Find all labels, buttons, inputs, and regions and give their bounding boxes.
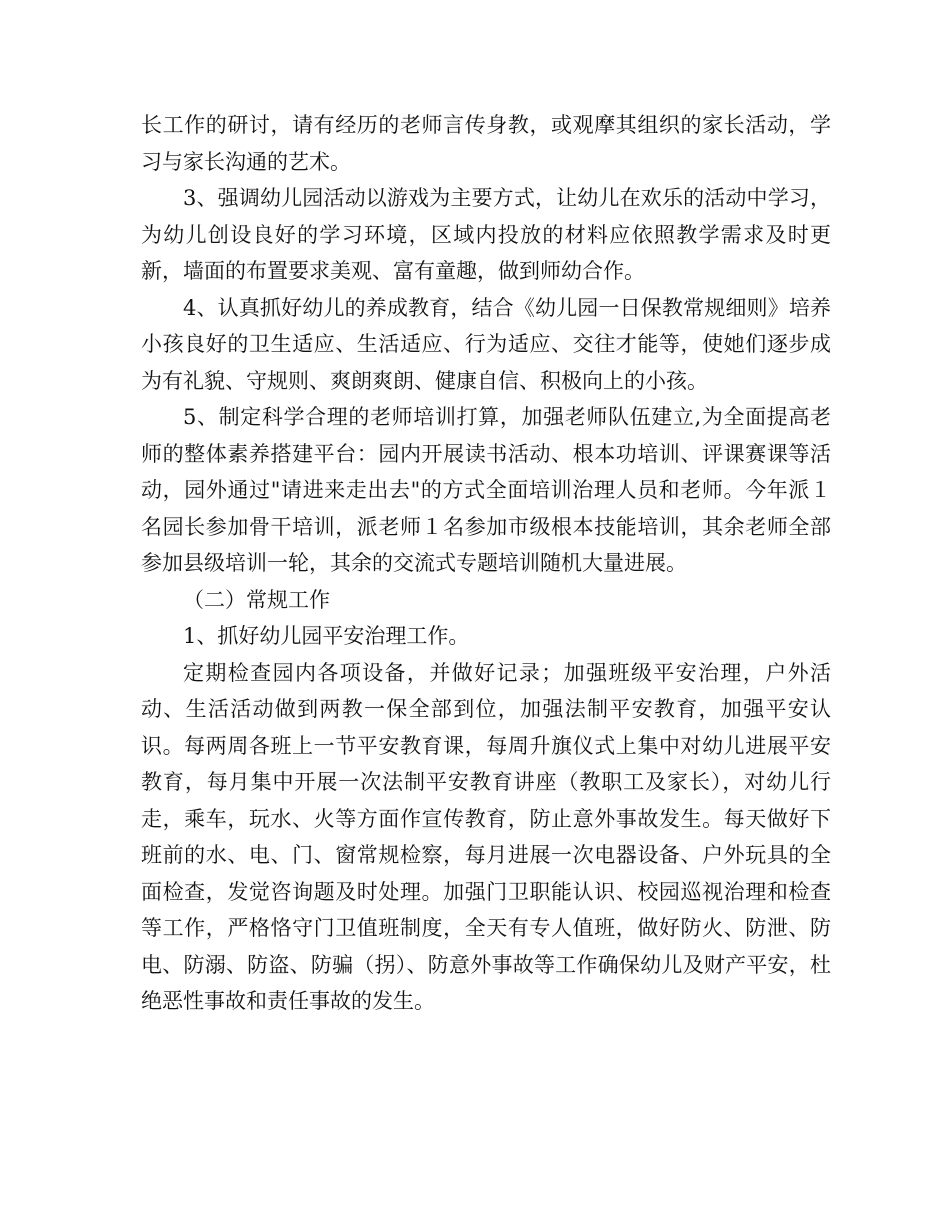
subsection-heading-safety: 1、抓好幼儿园平安治理工作。: [183, 624, 470, 648]
paragraph-continuation: 长工作的研讨，请有经历的老师言传身教，或观摩其组织的家长活动，学习与家长沟通的艺术。: [141, 113, 831, 174]
paragraph-item-4: 4、认真抓好幼儿的养成教育，结合《幼儿园一日保教常规细则》培养小孩良好的卫生适应、生活适应、行为适应、交往才能等，使她们逐步成为有礼貌、守规则、爽朗爽朗、健康自信、积极向上的小孩。: [141, 295, 831, 393]
paragraph-item-3: 3、强调幼儿园活动以游戏为主要方式，让幼儿在欢乐的活动中学习，为幼儿创设良好的学习环境，区域内投放的材料应依照教学需求及时更新，墙面的布置要求美观、富有童趣，做到师幼合作。: [141, 186, 831, 283]
paragraph-item-5: 5、制定科学合理的老师培训打算，加强老师队伍建立,为全面提高老师的整体素养搭建平台：园内开展读书活动、根本功培训、评课赛课等活动，园外通过"请进来走出去"的方式全面培训治理人员和老师。今年派１名园长参加骨干培训，派老师１名参加市级根本技能培训，其余老师全部参加县级培训一轮，其余的交流式专题培训随机大量进展。: [141, 405, 831, 575]
section-heading-routine-work: （二）常规工作: [183, 587, 330, 612]
paragraph-safety-details: 定期检查园内各项设备，并做好记录；加强班级平安治理，户外活动、生活活动做到两教一保全部到位，加强法制平安教育，加强平安认识。每两周各班上一节平安教育课，每周升旗仪式上集中对幼儿进展平安教育，每月集中开展一次法制平安教育讲座（教职工及家长），对幼儿行走，乘车，玩水、火等方面作宣传教育，防止意外事故发生。每天做好下班前的水、电、门、窗常规检察，每月进展一次电器设备、户外玩具的全面检查，发觉咨询题及时处理。加强门卫职能认识、校园巡视治理和检查等工作，严格恪守门卫值班制度，全天有专人值班，做好防火、防泄、防电、防溺、防盗、防骗（拐）、防意外事故等工作确保幼儿及财产平安，杜绝恶性事故和责任事故的发生。: [141, 660, 831, 1013]
document-page: [141, 107, 831, 1020]
